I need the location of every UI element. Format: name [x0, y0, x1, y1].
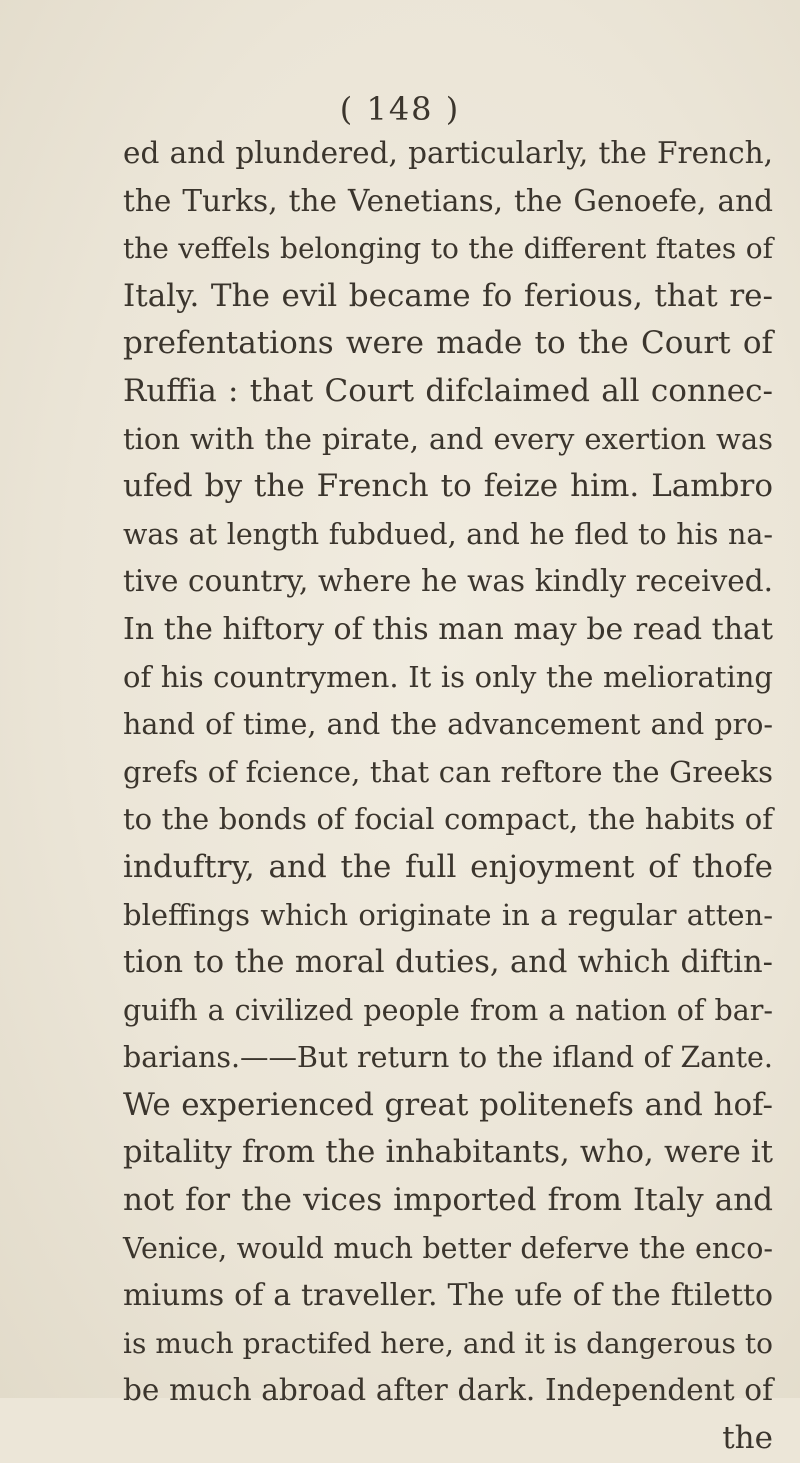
text-line: of his countrymen. It is only the meliorating	[123, 659, 773, 694]
text-line: tive country, where he was kindly received.	[123, 564, 773, 599]
text-line: guifh a civilized people from a nation of bar-	[123, 993, 773, 1027]
text-line: barians.——But return to the ifland of Zante.	[123, 1041, 773, 1075]
text-line: In the hiftory of this man may be read that	[123, 611, 773, 647]
text-line: tion to the moral duties, and which diftin-	[123, 945, 773, 981]
text-line: tion with the pirate, and every exertion was	[123, 421, 773, 456]
text-line: pitality from the inhabitants, who, were it	[123, 1135, 773, 1171]
text-line: the veffels belonging to the different ftates of	[123, 232, 773, 266]
text-line: hand of time, and the advancement and pro-	[123, 708, 773, 742]
text-line: miums of a traveller. The ufe of the ftiletto	[123, 1278, 773, 1314]
body-text	[123, 130, 773, 1463]
text-line: prefentations were made to the Court of	[123, 325, 773, 362]
text-line: We experienced great politenefs and hof-	[123, 1086, 773, 1123]
text-line: be much abroad after dark. Independent of	[123, 1373, 773, 1408]
page-number: ( 148 )	[339, 90, 461, 128]
text-line: not for the vices imported from Italy and	[123, 1182, 773, 1219]
text-line: Italy. The evil became fo ferious, that re-	[123, 277, 773, 314]
catchword: the	[722, 1420, 773, 1457]
text-line: Venice, would much better deferve the enco-	[123, 1231, 773, 1265]
text-line: ed and plundered, particularly, the French,	[123, 136, 773, 170]
text-line: was at length fubdued, and he fled to his na-	[123, 517, 773, 551]
text-line: ufed by the French to feize him. Lambro	[123, 468, 773, 505]
text-line: the Turks, the Venetians, the Genoefe, and	[123, 183, 773, 218]
text-line: grefs of fcience, that can reftore the Greeks	[123, 754, 773, 789]
text-line: bleffings which originate in a regular atten-	[123, 897, 773, 932]
text-line: is much practifed here, and it is dangerous to	[123, 1326, 773, 1360]
text-line: induftry, and the full enjoyment of thofe	[123, 848, 773, 885]
text-line: Ruffia : that Court difclaimed all connec-	[123, 372, 773, 409]
text-line: to the bonds of focial compact, the habits of	[123, 802, 773, 837]
